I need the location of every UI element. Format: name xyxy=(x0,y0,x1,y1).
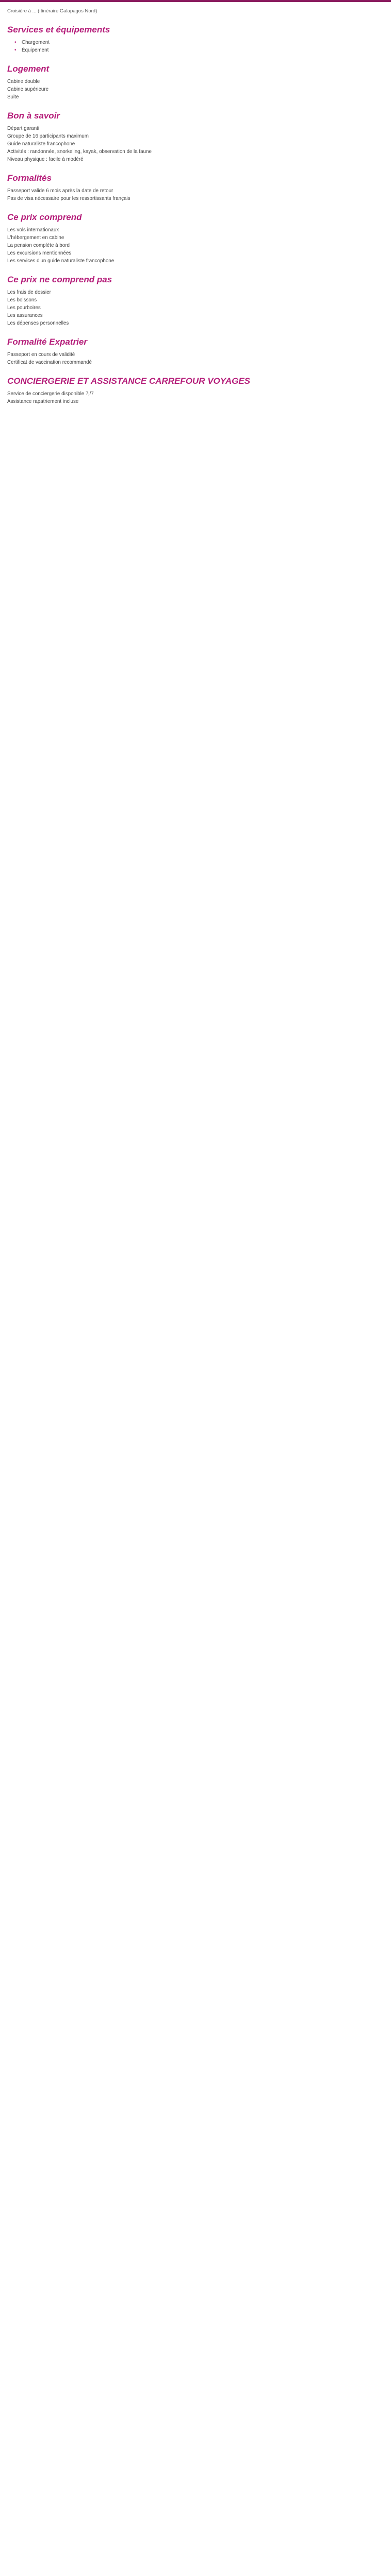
formalites-line: Passeport valide 6 mois après la date de retour xyxy=(7,188,113,194)
logement-line: Suite xyxy=(7,94,19,100)
bon-line: Guide naturaliste francophone xyxy=(7,141,75,147)
section-title-conciergerie: CONCIERGERIE ET ASSISTANCE CARREFOUR VOYAGES xyxy=(7,376,251,386)
prix-ne-comprend-item: Les frais de dossier xyxy=(7,290,51,295)
prix-comprend-list xyxy=(7,226,384,265)
intro-text: Croisière à ... (Itinéraire Galapagos Nord) xyxy=(7,8,97,14)
conciergerie-block xyxy=(7,390,384,405)
section-title-services: Services et équipements xyxy=(7,25,110,35)
formalite-ex-line: Certificat de vaccination recommandé xyxy=(7,360,92,365)
services-bullet: • Équipement xyxy=(7,46,384,54)
page-content xyxy=(0,2,391,411)
prix-ne-comprend-item: Les boissons xyxy=(7,297,37,303)
section-title-bon-a-savoir: Bon à savoir xyxy=(7,111,60,121)
conciergerie-line: Service de conciergerie disponible 7j/7 xyxy=(7,391,94,397)
prix-ne-comprend-item: Les dépenses personnelles xyxy=(7,320,69,326)
bon-a-savoir-block xyxy=(7,125,384,163)
prix-comprend-item: L'hébergement en cabine xyxy=(7,235,64,241)
services-bullet: • Chargement xyxy=(7,39,384,46)
bon-line: Groupe de 16 participants maximum xyxy=(7,133,89,139)
formalite-ex-line: Passeport en cours de validité xyxy=(7,352,75,358)
services-list xyxy=(7,39,384,54)
logement-line: Cabine supérieure xyxy=(7,87,49,92)
prix-comprend-item: Les vols internationaux xyxy=(7,227,59,233)
prix-comprend-item: Les services d'un guide naturaliste francophone xyxy=(7,258,115,264)
section-title-formalites: Formalités xyxy=(7,173,52,183)
prix-ne-comprend-item: Les pourboires xyxy=(7,305,41,311)
section-title-formalite-expatrier: Formalité Expatrier xyxy=(7,337,87,347)
formalites-line: Pas de visa nécessaire pour les ressortissants français xyxy=(7,196,131,201)
prix-comprend-item: Les excursions mentionnées xyxy=(7,250,72,256)
bon-line: Départ garanti xyxy=(7,126,40,131)
section-title-prix-comprend: Ce prix comprend xyxy=(7,212,82,222)
formalites-block xyxy=(7,187,384,202)
bon-line: Niveau physique : facile à modéré xyxy=(7,157,84,162)
section-title-logement: Logement xyxy=(7,64,50,74)
prix-comprend-item: La pension complète à bord xyxy=(7,243,70,248)
prix-ne-comprend-list xyxy=(7,289,384,327)
logement-block xyxy=(7,78,384,101)
conciergerie-line: Assistance rapatriement incluse xyxy=(7,399,79,404)
logement-line: Cabine double xyxy=(7,79,40,84)
prix-ne-comprend-item: Les assurances xyxy=(7,313,43,318)
section-title-prix-ne-comprend: Ce prix ne comprend pas xyxy=(7,275,112,284)
bon-line: Activités : randonnée, snorkeling, kayak, observation de la faune xyxy=(7,149,152,155)
formalite-expatrier-block xyxy=(7,351,384,366)
